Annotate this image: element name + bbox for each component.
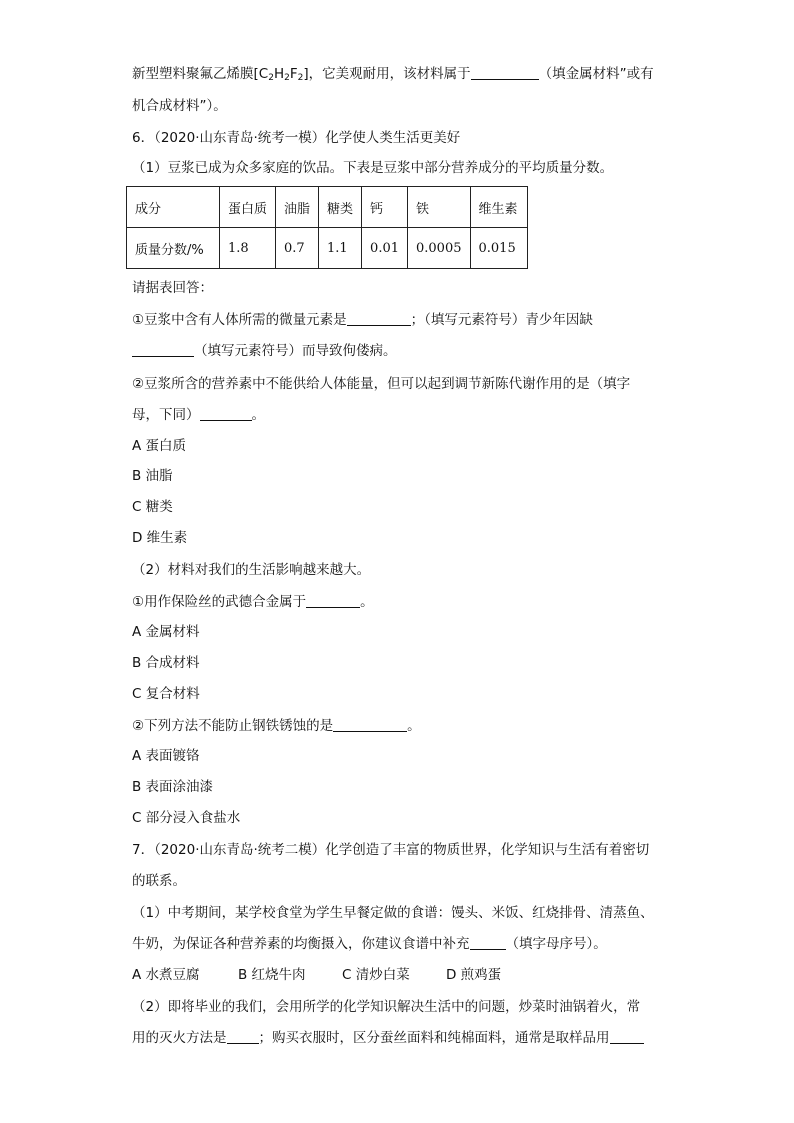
option-b: B 油脂 [132, 468, 173, 484]
table-prompt: 请据表回答： [132, 280, 213, 296]
option-a: A 蛋白质 [132, 438, 187, 454]
table-cell: 油脂 [276, 187, 319, 228]
text: ；购买衣服时，区分蚕丝面料和纯棉面料，通常是取样品用 [258, 1030, 610, 1046]
option-c: C 清炒白菜 [342, 967, 410, 983]
question-7-options [132, 965, 501, 985]
text: 用的灭火方法是 [132, 1030, 227, 1046]
sub-question-2: ②豆浆所含的营养素中不能供给人体能量，但可以起到调节新陈代谢作用的是（填字 [132, 376, 631, 392]
question-7-part2: （2）即将毕业的我们，会用所学的化学知识解决生活中的问题，炒菜时油锅着火，常 [132, 999, 641, 1015]
option-b: B 表面涂油漆 [132, 779, 214, 795]
sub-question-1 [132, 310, 593, 330]
table-cell: 蛋白质 [220, 187, 276, 228]
subscript: 2 [297, 73, 304, 83]
text: 牛奶，为保证各种营养素的均衡摄入，你建议食谱中补充 [132, 936, 470, 952]
text: F [289, 66, 298, 82]
answer-blank[interactable] [610, 1029, 644, 1044]
answer-blank[interactable] [200, 406, 252, 421]
table-cell: 0.0005 [408, 228, 471, 269]
answer-blank[interactable] [470, 935, 506, 950]
text: 。 [407, 718, 421, 734]
text: ；（填写元素符号）青少年因缺 [410, 312, 593, 328]
option-c: C 糖类 [132, 499, 173, 515]
answer-blank[interactable] [347, 311, 411, 326]
answer-blank[interactable] [132, 342, 194, 357]
table-cell: 维生素 [470, 187, 527, 228]
text: 新型塑料聚氟乙烯膜[C [132, 66, 269, 82]
answer-blank[interactable] [306, 593, 360, 608]
option-b: B 红烧牛肉 [238, 967, 306, 983]
option-a: A 水煮豆腐 [132, 967, 200, 983]
text: ①用作保险丝的武德合金属于 [132, 594, 307, 610]
question-7-title-cont: 的联系。 [132, 873, 186, 889]
table-row [127, 228, 528, 269]
question-6-part2-intro: （2）材料对我们的生活影响越来越大。 [132, 562, 371, 578]
option-d: D 维生素 [132, 530, 188, 546]
text: 。 [251, 407, 265, 423]
text: 母，下同） [132, 407, 200, 423]
table-cell: 质量分数/% [127, 228, 220, 269]
table-cell: 1.8 [220, 228, 276, 269]
option-c: C 部分浸入食盐水 [132, 810, 241, 826]
material-question-2 [132, 716, 421, 736]
question-7-title: 7．（2020·山东青岛·统考二模）化学创造了丰富的物质世界，化学知识与生活有着密切 [132, 842, 650, 858]
table-cell: 成分 [127, 187, 220, 228]
question-7-part1-cont [132, 934, 607, 954]
material-question-1 [132, 592, 374, 612]
answer-blank[interactable] [333, 717, 407, 732]
table-header-row [127, 187, 528, 228]
sub-question-2-cont [132, 405, 265, 425]
option-a: A 表面镀铬 [132, 748, 200, 764]
table-cell: 钙 [362, 187, 408, 228]
text: （填金属材料”或有 [538, 66, 654, 82]
text: （填写元素符号）而导致佝偻病。 [194, 343, 397, 359]
answer-blank[interactable] [227, 1029, 259, 1044]
option-a: A 金属材料 [132, 624, 200, 640]
intro-line-2: 机合成材料”）。 [132, 98, 227, 114]
table-cell: 铁 [408, 187, 471, 228]
sub-question-1-cont [132, 341, 397, 361]
nutrition-table [126, 186, 528, 269]
table-cell: 糖类 [319, 187, 362, 228]
answer-blank[interactable] [471, 65, 539, 80]
question-7-part2-cont [132, 1028, 644, 1048]
question-7-part1: （1）中考期间，某学校食堂为学生早餐定做的食谱：馒头、米饭、红烧排骨、清蒸鱼、 [132, 905, 654, 921]
option-c: C 复合材料 [132, 686, 200, 702]
text: ②下列方法不能防止钢铁锈蚀的是 [132, 718, 334, 734]
subscript: 2 [284, 73, 290, 83]
table-cell: 0.7 [276, 228, 319, 269]
option-d: D 煎鸡蛋 [446, 967, 502, 983]
table-cell: 0.015 [470, 228, 527, 269]
text: H [273, 66, 285, 82]
table-cell: 1.1 [319, 228, 362, 269]
option-b: B 合成材料 [132, 655, 200, 671]
question-6-part1-intro: （1）豆浆已成为众多家庭的饮品。下表是豆浆中部分营养成分的平均质量分数。 [132, 160, 614, 176]
text: ]，它美观耐用，该材料属于 [303, 66, 471, 82]
text: 。 [360, 594, 374, 610]
intro-line-1 [132, 64, 654, 88]
text: （填字母序号）。 [505, 936, 607, 952]
text: ①豆浆中含有人体所需的微量元素是 [132, 312, 347, 328]
question-6-title: 6．（2020·山东青岛·统考一模）化学使人类生活更美好 [132, 130, 461, 146]
subscript: 2 [268, 73, 274, 83]
table-cell: 0.01 [362, 228, 408, 269]
